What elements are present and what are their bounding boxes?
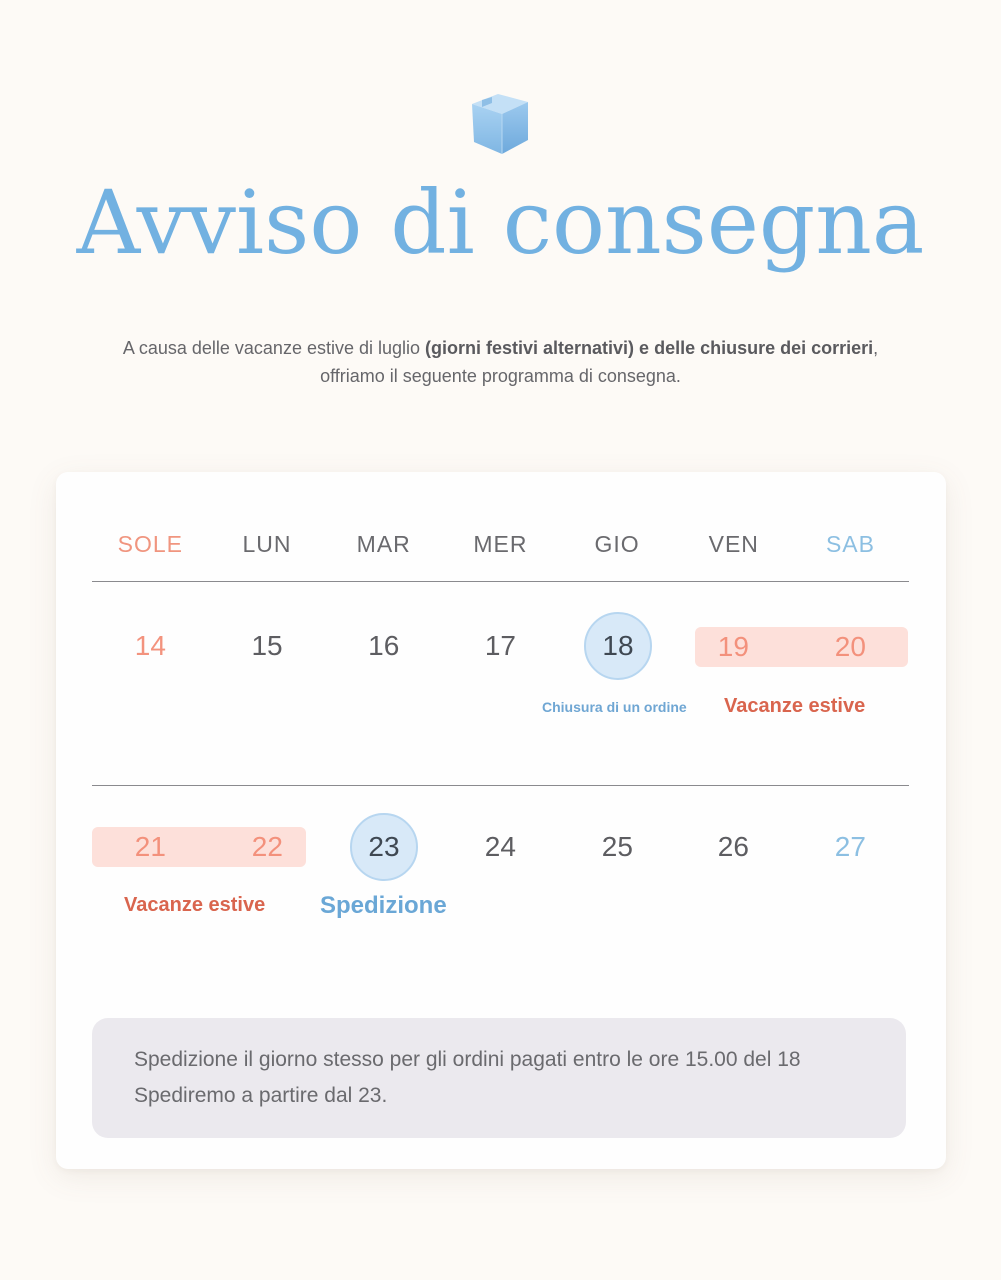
summer-holiday-label-1: Vacanze estive bbox=[724, 695, 866, 717]
weekday-sun: SOLE bbox=[117, 531, 184, 557]
page-title: Avviso di consegna bbox=[76, 171, 925, 274]
day-23-shipping: 23 bbox=[350, 813, 418, 881]
day-16: 16 bbox=[368, 630, 400, 661]
day-15: 15 bbox=[251, 630, 283, 661]
note-line-2: Spediremo a partire dal 23. bbox=[134, 1084, 388, 1107]
day-22: 22 bbox=[251, 831, 283, 862]
intro-text bbox=[60, 334, 941, 390]
calendar-week-2 bbox=[92, 808, 909, 968]
intro-line2: offriamo il seguente programma di consegna. bbox=[320, 366, 681, 386]
day-18-order-close: 18 bbox=[584, 612, 652, 680]
weekday-sat: SAB bbox=[825, 531, 875, 557]
day-21: 21 bbox=[134, 831, 166, 862]
shipping-label: Spedizione bbox=[320, 892, 447, 919]
intro-part1: A causa delle vacanze estive di luglio bbox=[122, 338, 426, 358]
day-20: 20 bbox=[834, 631, 866, 662]
weekday-tue: MAR bbox=[356, 531, 411, 557]
day-17: 17 bbox=[484, 630, 516, 661]
weekday-header bbox=[92, 516, 909, 582]
summer-holiday-label-2: Vacanze estive bbox=[124, 894, 266, 916]
day-26: 26 bbox=[717, 831, 749, 862]
order-close-label: Chiusura di un ordine bbox=[542, 699, 687, 715]
weekday-wed: MER bbox=[473, 531, 528, 557]
intro-part2: , bbox=[873, 338, 879, 358]
calendar-card bbox=[56, 472, 946, 1169]
note-line-1: Spedizione il giorno stesso per gli ordini pagati entro le ore 15.00 del 18 bbox=[134, 1048, 801, 1071]
day-14: 14 bbox=[134, 630, 166, 661]
weekday-thu: GIO bbox=[594, 531, 640, 557]
day-24: 24 bbox=[484, 831, 516, 862]
day-27: 27 bbox=[834, 831, 866, 862]
weekday-fri: VEN bbox=[708, 531, 759, 557]
shipping-note bbox=[92, 1018, 906, 1138]
package-box-icon bbox=[468, 90, 532, 156]
calendar-week-1 bbox=[92, 606, 909, 786]
intro-bold: (giorni festivi alternativi) e delle chiusure dei corrieri bbox=[425, 338, 874, 358]
weekday-mon: LUN bbox=[242, 531, 292, 557]
day-25: 25 bbox=[601, 831, 633, 862]
day-19: 19 bbox=[717, 631, 749, 662]
